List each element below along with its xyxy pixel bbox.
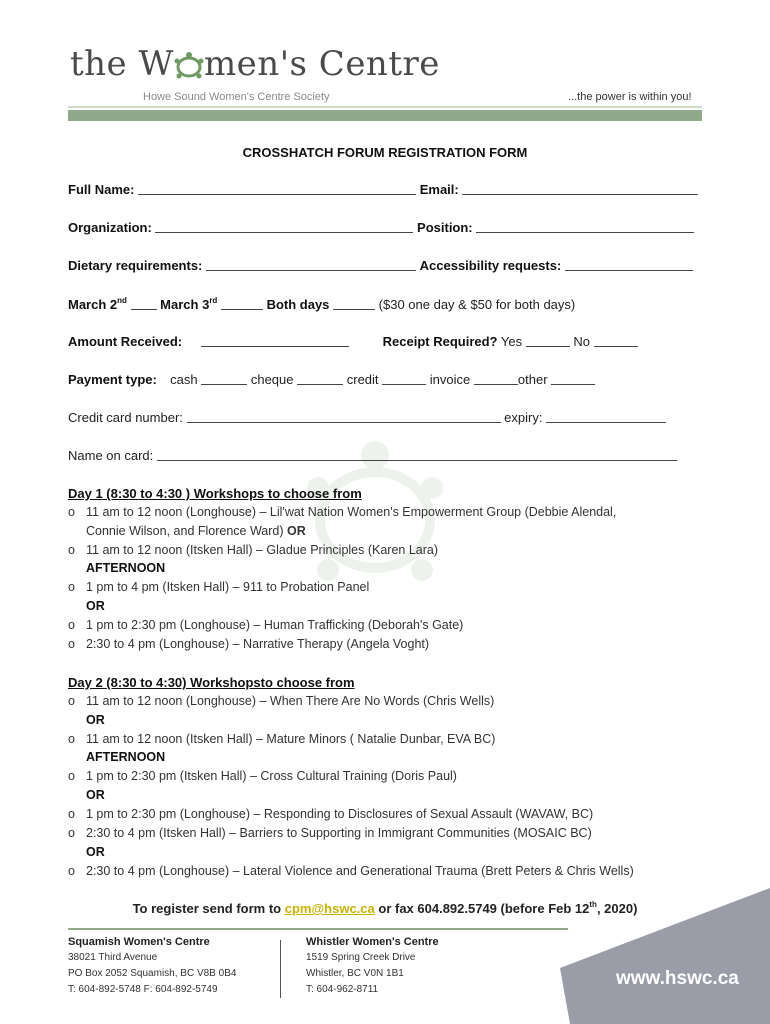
day1-item-4[interactable]: o 1 pm to 2:30 pm (Longhouse) – Human Trafficking (Deborah's Gate)	[68, 618, 464, 632]
footer-corner-shape	[560, 888, 770, 1024]
row-org-position	[68, 220, 694, 235]
squamish-address	[68, 934, 236, 998]
row-amount-receipt	[68, 334, 638, 349]
whistler-name: Whistler Women's Centre	[306, 936, 439, 948]
footer-divider	[280, 940, 281, 998]
full-name-field[interactable]	[138, 182, 416, 195]
header-green-bar	[68, 110, 702, 121]
squamish-addr2: PO Box 2052 Squamish, BC V8B 0B4	[68, 968, 237, 979]
expiry-label: expiry:	[504, 410, 543, 425]
amount-received-label: Amount Received:	[68, 334, 183, 349]
march2-label: March 2nd	[68, 296, 127, 312]
row-credit-card	[68, 410, 666, 425]
cash-label: cash	[170, 372, 198, 387]
bullet-icon: o	[68, 694, 75, 708]
form-title: CROSSHATCH FORUM REGISTRATION FORM	[242, 145, 528, 160]
day1-item-2[interactable]: o 11 am to 12 noon (Itsken Hall) – Gladue Principles (Karen Lara)	[68, 543, 439, 557]
dietary-field[interactable]	[206, 258, 416, 271]
logo	[70, 44, 440, 84]
register-instructions: To register send form to cpm@hswc.ca or fax 604.892.5749 (before Feb 12th, 2020)	[132, 900, 638, 916]
name-on-card-field[interactable]	[157, 448, 677, 461]
organization-label: Organization:	[68, 220, 152, 235]
tagline: ...the power is within you!	[568, 91, 692, 103]
turtle-logo-icon	[174, 51, 204, 79]
row-name-on-card	[68, 448, 677, 463]
logo-text-start: the W	[70, 44, 174, 84]
bullet-icon: o	[68, 505, 75, 519]
invoice-field[interactable]	[474, 372, 518, 385]
whistler-phone: T: 604-962-8711	[306, 984, 379, 995]
website-link[interactable]: www.hswc.ca	[616, 968, 739, 989]
march2-field[interactable]	[131, 297, 157, 310]
email-field[interactable]	[462, 182, 698, 195]
day2-item-6[interactable]: o 2:30 to 4 pm (Longhouse) – Lateral Violence and Generational Trauma (Brett Peters & Chris Wells)	[68, 864, 634, 878]
day2-or-label-1: OR	[86, 713, 105, 727]
row-name-email	[68, 182, 698, 197]
day1-or-label: OR	[86, 599, 105, 613]
position-label: Position:	[417, 220, 473, 235]
whistler-addr2: Whistler, BC V0N 1B1	[306, 968, 404, 979]
day2-or-label-2: OR	[86, 788, 105, 802]
day1-item-5[interactable]: o 2:30 to 4 pm (Longhouse) – Narrative Therapy (Angela Voght)	[68, 637, 430, 651]
day1-item-1[interactable]: o 11 am to 12 noon (Longhouse) – Lil'wat Nation Women's Empowerment Group (Debbie Alendal,	[68, 505, 617, 519]
row-payment-type	[68, 372, 595, 387]
credit-card-number-label: Credit card number:	[68, 410, 183, 425]
whistler-address	[306, 934, 439, 998]
footer-green-rule	[68, 928, 568, 930]
day2-item-2[interactable]: o 11 am to 12 noon (Itsken Hall) – Mature Minors ( Natalie Dunbar, EVA BC)	[68, 732, 496, 746]
or-label: OR	[287, 524, 306, 538]
cheque-label: cheque	[250, 372, 294, 387]
bullet-icon: o	[68, 807, 75, 821]
logo-text-end: men's Centre	[203, 44, 440, 84]
price-note: ($30 one day & $50 for both days)	[378, 297, 576, 312]
accessibility-label: Accessibility requests:	[419, 258, 562, 273]
day2-heading: Day 2 (8:30 to 4:30) Workshopsto choose from	[68, 675, 355, 690]
squamish-phone: T: 604-892-5748 F: 604-892-5749	[68, 984, 218, 995]
bullet-icon: o	[68, 543, 75, 557]
other-label: other	[517, 372, 548, 387]
day2-item-4[interactable]: o 1 pm to 2:30 pm (Longhouse) – Responding to Disclosures of Sexual Assault (WAVAW, BC)	[68, 807, 594, 821]
payment-type-label: Payment type:	[68, 372, 157, 387]
expiry-field[interactable]	[546, 410, 666, 423]
dietary-label: Dietary requirements:	[68, 258, 203, 273]
both-days-label: Both days	[266, 297, 330, 312]
bullet-icon: o	[68, 618, 75, 632]
register-email-link[interactable]: cpm@hswc.ca	[284, 901, 375, 916]
day1-item-3[interactable]: o 1 pm to 4 pm (Itsken Hall) – 911 to Probation Panel	[68, 580, 370, 594]
bullet-icon: o	[68, 826, 75, 840]
receipt-no-field[interactable]	[594, 334, 638, 347]
day2-item-1[interactable]: o 11 am to 12 noon (Longhouse) – When There Are No Words (Chris Wells)	[68, 694, 495, 708]
both-days-field[interactable]	[333, 297, 375, 310]
credit-field[interactable]	[382, 372, 426, 385]
amount-received-field[interactable]	[201, 334, 349, 347]
row-dietary-access	[68, 258, 693, 273]
cheque-field[interactable]	[297, 372, 343, 385]
whistler-addr1: 1519 Spring Creek Drive	[306, 952, 416, 963]
name-on-card-label: Name on card:	[68, 448, 154, 463]
day1-afternoon-label: AFTERNOON	[86, 561, 166, 575]
header-thin-line	[68, 106, 702, 108]
squamish-addr1: 38021 Third Avenue	[68, 952, 158, 963]
day2-afternoon-label: AFTERNOON	[86, 750, 166, 764]
bullet-icon: o	[68, 637, 75, 651]
receipt-yes-field[interactable]	[526, 334, 570, 347]
organization-field[interactable]	[155, 220, 413, 233]
day1-item-1-cont: Connie Wilson, and Florence Ward) OR	[86, 524, 306, 538]
day2-or-label-3: OR	[86, 845, 105, 859]
bullet-icon: o	[68, 580, 75, 594]
full-name-label: Full Name:	[68, 182, 135, 197]
receipt-yes-label: Yes	[500, 334, 523, 349]
receipt-required-label: Receipt Required?	[382, 334, 498, 349]
credit-label: credit	[346, 372, 379, 387]
cash-field[interactable]	[201, 372, 247, 385]
bullet-icon: o	[68, 732, 75, 746]
row-days	[68, 296, 575, 312]
march3-label: March 3rd	[160, 296, 218, 312]
invoice-label: invoice	[429, 372, 471, 387]
march3-field[interactable]	[221, 297, 263, 310]
bullet-icon: o	[68, 769, 75, 783]
accessibility-field[interactable]	[565, 258, 693, 271]
bullet-icon: o	[68, 864, 75, 878]
receipt-no-label: No	[573, 334, 590, 349]
credit-card-number-field[interactable]	[187, 410, 501, 423]
other-field[interactable]	[551, 372, 595, 385]
email-label: Email:	[419, 182, 459, 197]
position-field[interactable]	[476, 220, 694, 233]
squamish-name: Squamish Women's Centre	[68, 936, 210, 948]
day2-item-3[interactable]: o 1 pm to 2:30 pm (Itsken Hall) – Cross Cultural Training (Doris Paul)	[68, 769, 457, 783]
day1-heading: Day 1 (8:30 to 4:30 ) Workshops to choose from	[68, 486, 362, 501]
logo-subtitle: Howe Sound Women's Centre Society	[143, 91, 330, 103]
day2-item-5[interactable]: o 2:30 to 4 pm (Itsken Hall) – Barriers to Supporting in Immigrant Communities (MOSAIC BC)	[68, 826, 592, 840]
